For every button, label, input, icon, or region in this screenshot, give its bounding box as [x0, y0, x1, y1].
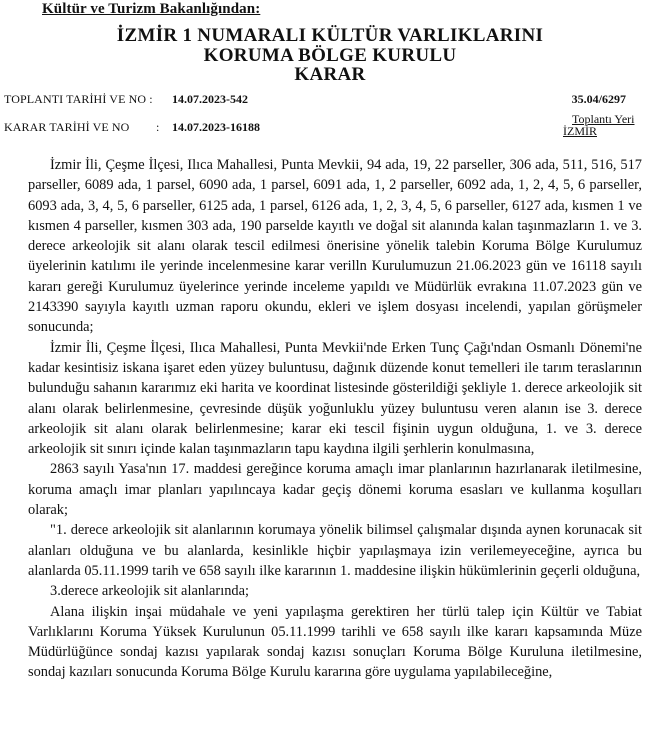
- paragraph-parcels: İzmir İli, Çeşme İlçesi, Ilıca Mahallesi, Punta Mevkii, 94 ada, 19, 22 parseller, 306 ada, 511, 516, 517 parseller, 6089 ada, 1 parsel, 6090 ada, 1 parsel, 6091 ada, 1, 2 parseller, 6092 ada, 1, 2, 4, 5, 6 parseller, 6093 ada, 3, 4, 5, 6 parseller, 6125 ada, 1 parsel, 6126 ada, 1, 2, 3, 4, 5, 6 parseller, 6127 ada, kısmen 1 ve kısmen 4 parseller, kısmen 303 ada, 190 parselde kayıtlı ve doğal sit alanında kalan taşınmazların 1. ve 3. derece arkeolojik sit alanı olarak tescil edilmesi önerisine yönelik talebin Koruma Bölge Kurulumuz üyelerinin katılımı ile yerinde incelenmesine karar verilln Kurulumuzun 21.06.2023 gün ve 16118 sayılı kararı gereği Kurulumuz üyelerince yerinde inceleme yapıldı ve Müdürlük evrakına 11.07.2023 gün ve 2143390 sayıyla kayıtlı uzman raporu okundu, ekleri ve işlem dosyası incelendi, yapılan görüşmeler sonucunda;: [28, 157, 642, 336]
- meeting-date-value: 14.07.2023-542: [172, 92, 248, 106]
- file-number: 35.04/6297: [571, 92, 626, 106]
- paragraph-third-degree-heading: 3.derece arkeolojik sit alanlarında;: [50, 583, 249, 600]
- paragraph-site-designation: İzmir İli, Çeşme İlçesi, Ilıca Mahallesi, Punta Mevkii'nde Erken Tunç Çağı'ndan Osmanlı Dönemi'ne kadar kesintisiz iskana işaret eden yüzey buluntusu, dağınık düzende konut temelleri ile tarım teraslarının bulunduğu sahanın kararımız eki harita ve koordinat listesinde gösterildiği şekliyle 1. derece arkeolojik sit alanı olarak belirlenmesine, çevresinde düşük yoğunluklu yüzey buluntusu veren alanın ise 3. derece arkeolojik sit alanı olarak belirlenmesine; karar eki tescil fişinin uygun olduğuna, 1. ve 3. derece arkeolojik sit sınırı içinde kalan taşınmazların tapu kaydına ilgili şerhlerin konulmasına,: [28, 339, 642, 458]
- decision-date-colon: :: [156, 120, 160, 134]
- ministry-heading: Kültür ve Turizm Bakanlığından:: [42, 1, 261, 17]
- board-title-line1: İZMİR 1 NUMARALI KÜLTÜR VARLIKLARINI: [116, 25, 544, 46]
- meeting-place-value: İZMİR: [563, 124, 597, 138]
- decision-date-label: KARAR TARİHİ VE NO: [4, 120, 130, 134]
- meeting-date-label: TOPLANTI TARİHİ VE NO :: [4, 92, 153, 106]
- decision-date-value: 14.07.2023-16188: [172, 120, 260, 134]
- decision-body: [28, 155, 642, 683]
- paragraph-first-degree-rules: "1. derece arkeolojik sit alanlarının korumaya yönelik bilimsel çalışmalar dışında aynen korunacak sit alanları olduğuna ve bu alanlarda, kesinlikle hiçbir yapılaşmaya izin verilemeyeceğine, ayrıca bu alanlarda 05.11.1999 tarih ve 658 sayılı ilke kararının 1. maddesine ilişkin hükümlerinin geçerli olduğuna,: [28, 522, 642, 579]
- meeting-place-label: Toplantı Yeri: [572, 112, 635, 126]
- decision-heading: KARAR: [294, 64, 366, 85]
- board-title-line2: KORUMA BÖLGE KURULU: [203, 45, 457, 66]
- paragraph-planning: 2863 sayılı Yasa'nın 17. maddesi gereğince koruma amaçlı imar planlarının hazırlanarak iletilmesine, koruma amaçlı imar planları yapılıncaya kadar geçiş dönemi koruma esasları ve kullanma koşulları olarak;: [28, 461, 642, 519]
- paragraph-third-degree-rules: Alana ilişkin inşai müdahale ve yeni yapılaşma gerektiren her türlü talep için Kültür ve Tabiat Varlıklarını Koruma Yüksek Kurulunun 05.11.1999 tarihli ve 658 sayılı ilke kararı kapsamında Müze Müdürlüğünce sondaj kazısı yapılarak sondaj kazısı sonuçları Koruma Bölge Kuruluna iletilmesine, sondaj kazıları sonucunda Koruma Bölge Kurulu kararına göre uygulama yapılabileceğine,: [28, 603, 642, 681]
